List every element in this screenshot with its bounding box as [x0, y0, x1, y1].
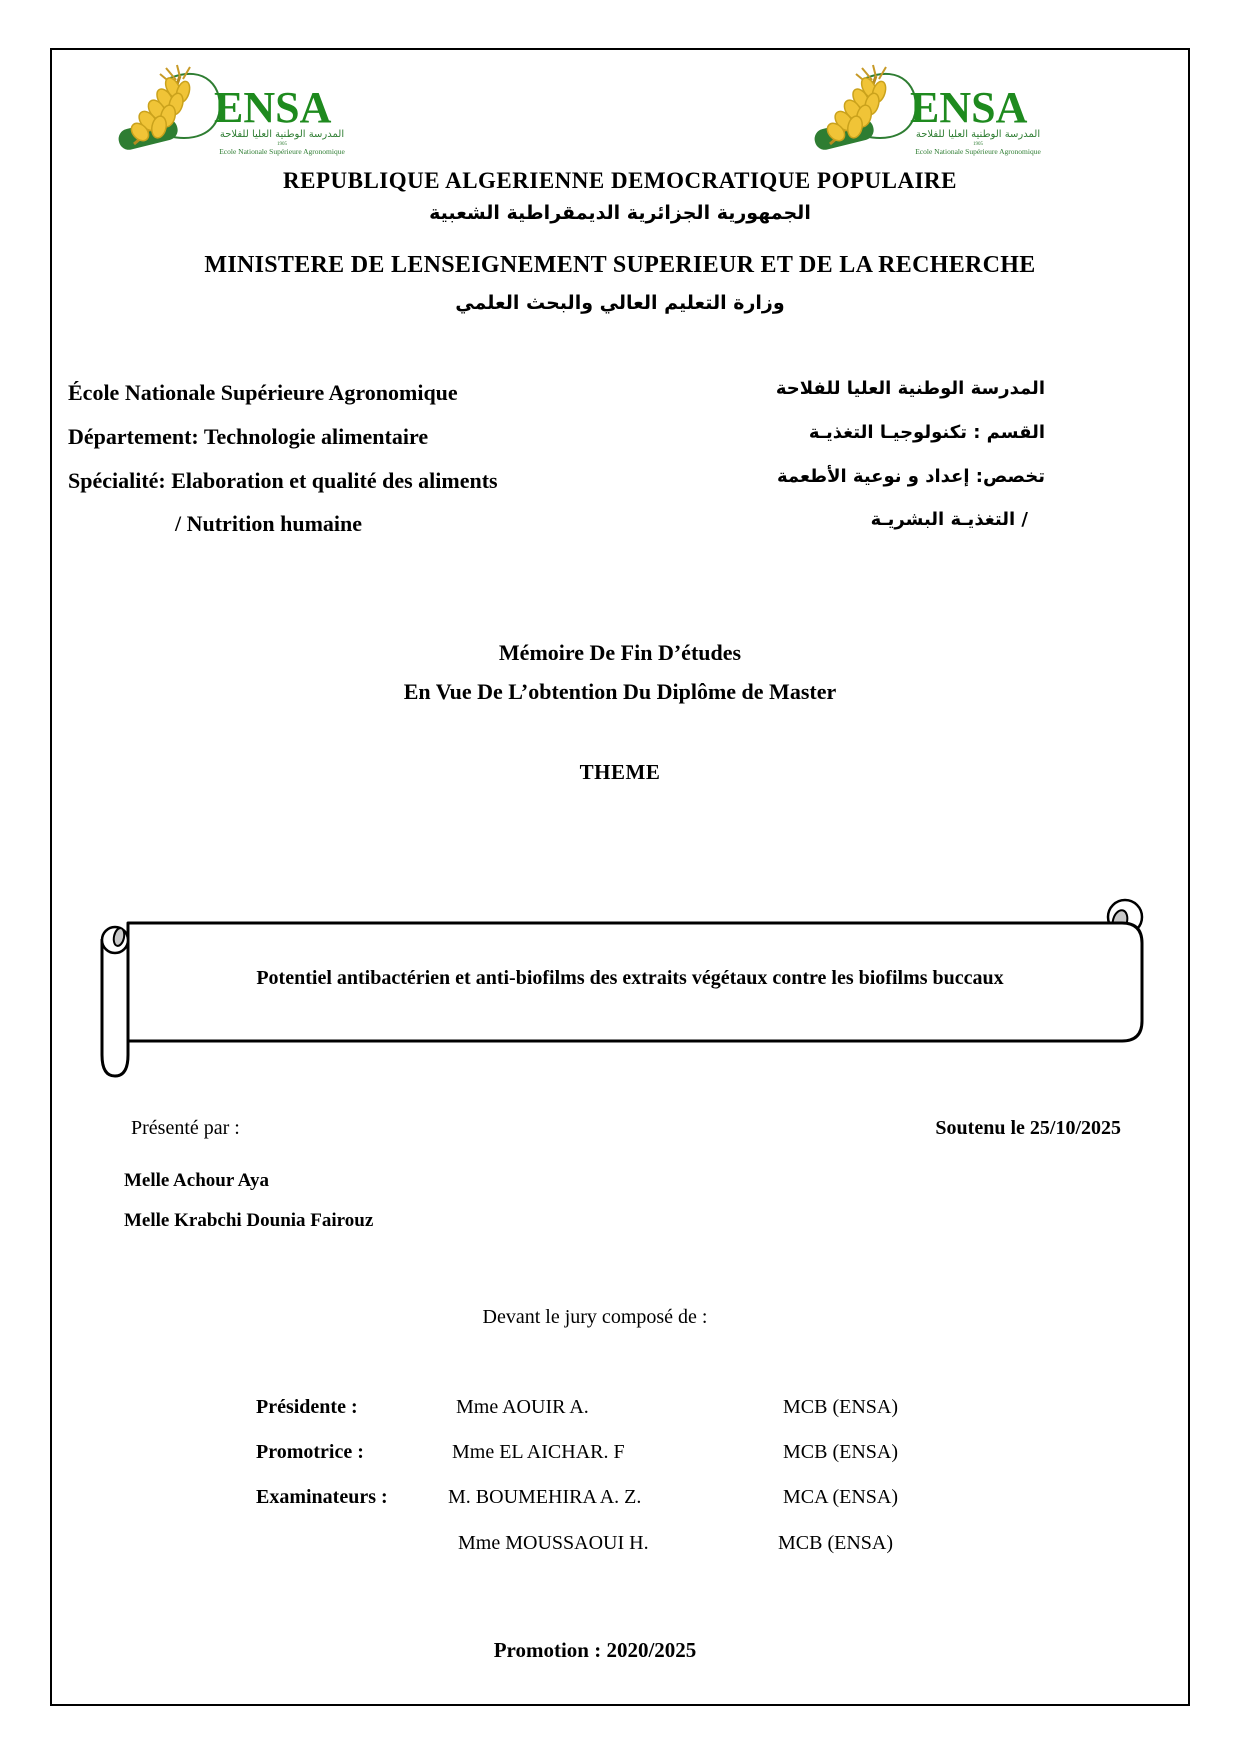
- jury-row-name: Mme MOUSSAOUI H.: [458, 1532, 649, 1554]
- speciality2-fr: / Nutrition humaine: [175, 511, 363, 536]
- jury-row-name: Mme AOUIR A.: [456, 1396, 589, 1418]
- ensa-logo-graphic: [110, 64, 372, 158]
- logo-year: 1905: [973, 142, 983, 147]
- ensa-logo-graphic: [806, 64, 1068, 158]
- wheat-icon: [128, 65, 192, 144]
- jury-row-grade: MCA (ENSA): [783, 1486, 899, 1508]
- speciality2-ar: / التغذيـة البشريـة: [870, 509, 1028, 530]
- jury-row-grade: MCB (ENSA): [778, 1532, 894, 1554]
- logo-acronym: ENSA: [214, 83, 332, 132]
- ministry-title-ar: وزارة التعليم العالي والبحث العلمي: [455, 292, 785, 314]
- department-ar: القسم : تكنولوجيـا التغذيـة: [808, 422, 1045, 443]
- republic-title-ar: الجمهورية الجزائرية الديمقراطية الشعبية: [429, 202, 811, 224]
- jury-row-grade: MCB (ENSA): [783, 1441, 899, 1463]
- logo-full-name: Ecole Nationale Supérieure Agronomique: [219, 147, 345, 156]
- jury-heading: Devant le jury composé de :: [482, 1306, 708, 1328]
- logo-acronym: ENSA: [910, 83, 1028, 132]
- theme-scroll-banner: [100, 895, 1160, 1090]
- jury-row-role: Examinateurs :: [256, 1486, 388, 1508]
- diploma-line: En Vue De L’obtention Du Diplôme de Master: [403, 679, 837, 704]
- department-fr: Département: Technologie alimentaire: [68, 424, 429, 449]
- memoire-line: Mémoire De Fin D’études: [498, 640, 742, 665]
- defense-date: Soutenu le 25/10/2025: [935, 1117, 1121, 1139]
- theme-label: THEME: [579, 760, 661, 784]
- school-name-ar: المدرسة الوطنية العليا للفلاحة: [775, 378, 1045, 399]
- speciality-fr: Spécialité: Elaboration et qualité des aliments: [68, 468, 498, 493]
- logo-arabic-name: المدرسة الوطنية العليا للفلاحة: [219, 129, 345, 140]
- logo-arabic-name: المدرسة الوطنية العليا للفلاحة: [915, 129, 1041, 140]
- wheat-icon: [824, 65, 888, 144]
- jury-row-role: Présidente :: [256, 1396, 358, 1418]
- school-name-fr: École Nationale Supérieure Agronomique: [68, 380, 458, 405]
- author-2: Melle Krabchi Dounia Fairouz: [124, 1210, 374, 1231]
- author-1: Melle Achour Aya: [124, 1170, 269, 1191]
- jury-row-role: Promotrice :: [256, 1441, 364, 1463]
- promotion-line: Promotion : 2020/2025: [493, 1638, 697, 1662]
- ensa-logo-left: [110, 64, 372, 158]
- ministry-title-fr: MINISTERE DE LENSEIGNEMENT SUPERIEUR ET DE LA RECHERCHE: [204, 252, 1036, 278]
- speciality-ar: تخصص: إعداد و نوعية الأطعمة: [776, 466, 1045, 487]
- ensa-logo-right: [806, 64, 1068, 158]
- jury-row-name: Mme EL AICHAR. F: [452, 1441, 625, 1463]
- jury-row-grade: MCB (ENSA): [783, 1396, 899, 1418]
- scroll-shape-icon: [100, 895, 1160, 1090]
- logo-year: 1905: [277, 142, 287, 147]
- presented-by-label: Présenté par :: [131, 1117, 240, 1139]
- jury-row-name: M. BOUMEHIRA A. Z.: [448, 1486, 642, 1508]
- logo-full-name: Ecole Nationale Supérieure Agronomique: [915, 147, 1041, 156]
- thesis-title: Potentiel antibactérien et anti-biofilms des extraits végétaux contre les biofilms buccaux: [256, 967, 1004, 989]
- republic-title-fr: REPUBLIQUE ALGERIENNE DEMOCRATIQUE POPULAIRE: [283, 168, 957, 193]
